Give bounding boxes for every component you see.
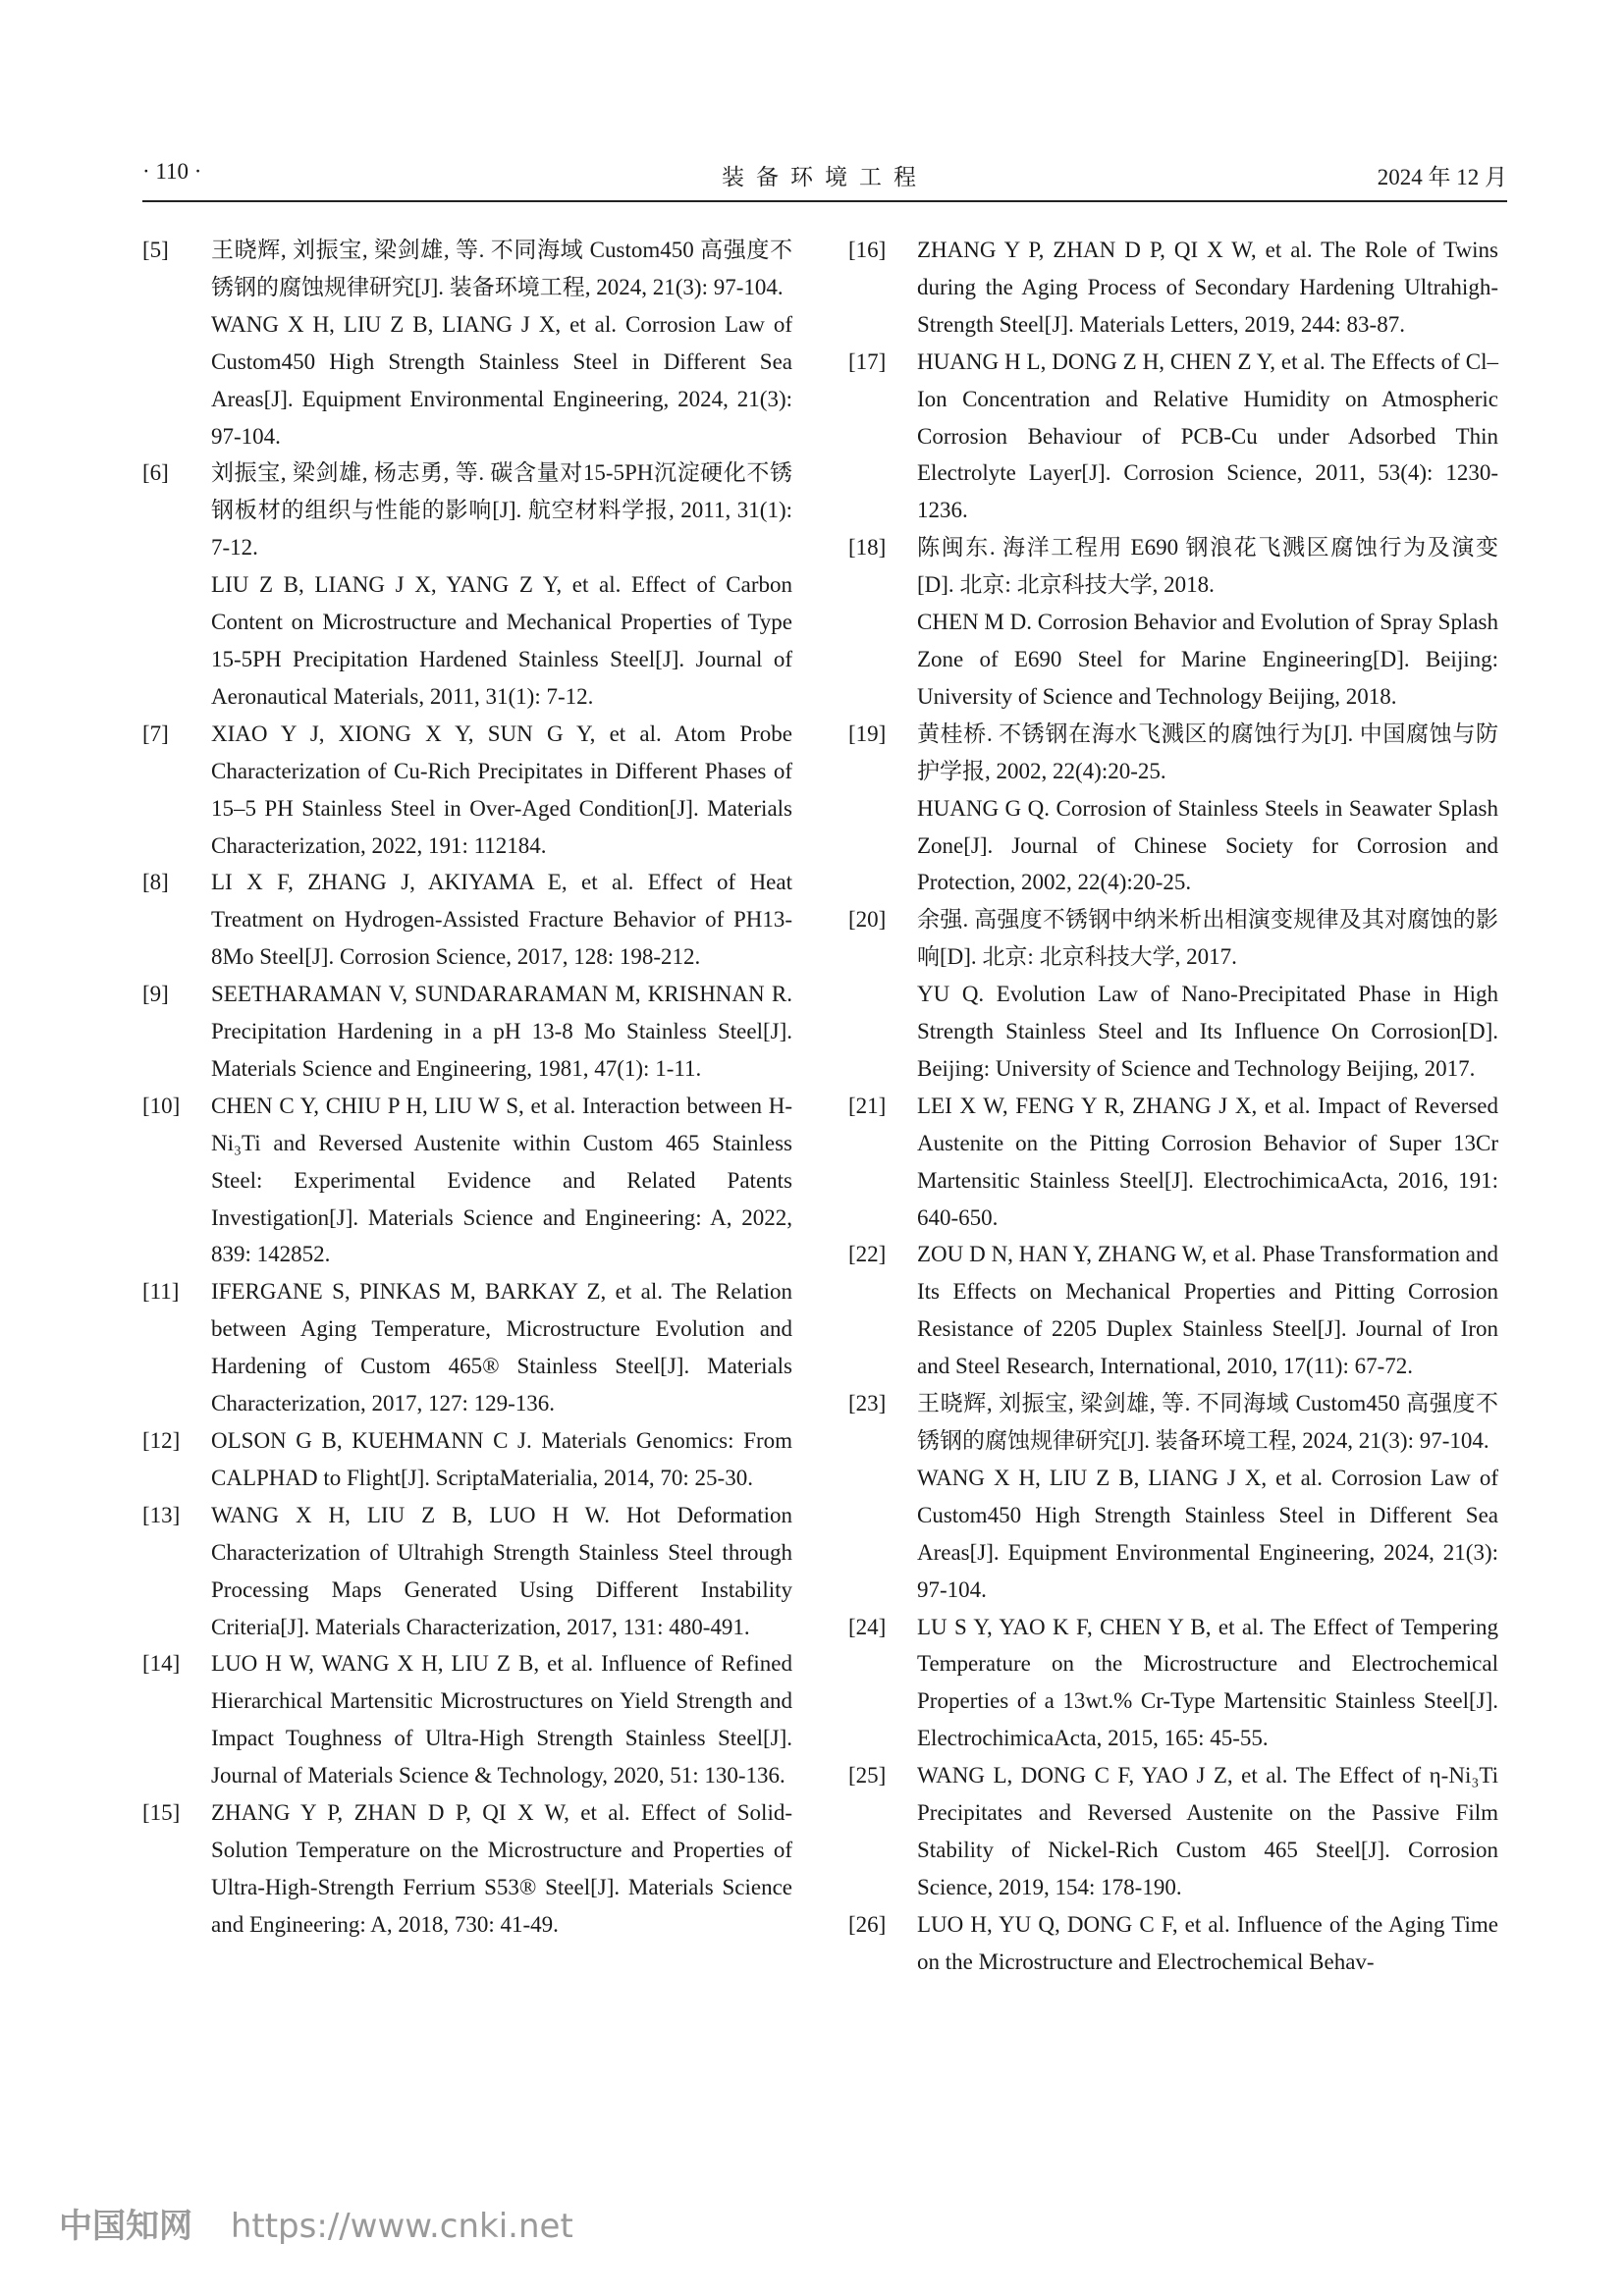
reference-text: LU S Y, YAO K F, CHEN Y B, et al. The Effect of Tempering Temperature on the Microstructure and Electrochemical Properties of a 13wt.% Cr-Type Martensitic Stainless Steel[J]. ElectrochimicaActa, 2015, 165: 45-55.	[917, 1614, 1498, 1751]
reference-text: 刘振宝, 梁剑雄, 杨志勇, 等. 碳含量对15-5PH沉淀硬化不锈钢板材的组织与性能的影响[J]. 航空材料学报, 2011, 31(1): 7-12.	[211, 460, 792, 561]
reference-entry	[848, 1609, 1498, 1758]
reference-number: [8]	[142, 870, 169, 895]
reference-entry	[848, 232, 1498, 344]
reference-text: WANG X H, LIU Z B, LIANG J X, et al. Corrosion Law of Custom450 High Strength Stainless Steel in Different Sea Areas[J]. Equipment Environmental Engineering, 2024, 21(3): 97-104.	[211, 311, 792, 449]
reference-text: XIAO Y J, XIONG X Y, SUN G Y, et al. Atom Probe Characterization of Cu-Rich Precipitates in Different Phases of 15–5 PH Stainless Steel in Over-Aged Condition[J]. Materials Characterization, 2022, 191: 112184.	[211, 721, 792, 858]
reference-text: HUANG G Q. Corrosion of Stainless Steels in Seawater Splash Zone[J]. Journal of Chinese Society for Corrosion and Protection, 2002, 22(4):20-25.	[917, 795, 1498, 895]
reference-text: 黄桂桥. 不锈钢在海水飞溅区的腐蚀行为[J]. 中国腐蚀与防护学报, 2002, 22(4):20-25.	[917, 721, 1498, 783]
reference-entry	[142, 454, 792, 715]
cnki-logo-text: 中国知网	[59, 2207, 192, 2246]
reference-number: [22]	[848, 1242, 887, 1267]
reference-entry	[848, 1088, 1498, 1237]
reference-number: [26]	[848, 1911, 887, 1937]
reference-text: ZHANG Y P, ZHAN D P, QI X W, et al. Effect of Solid-Solution Temperature on the Microstructure and Properties of Ultra-High-Strength Ferrium S53® Steel[J]. Materials Science and Engineering: A, 2018, 730: 41-49.	[211, 1800, 792, 1937]
reference-entry	[142, 1088, 792, 1274]
reference-number: [14]	[142, 1651, 181, 1677]
reference-text: SEETHARAMAN V, SUNDARARAMAN M, KRISHNAN R. Precipitation Hardening in a pH 13-8 Mo Stainless Steel[J]. Materials Science and Engineering, 1981, 47(1): 1-11.	[211, 982, 792, 1081]
running-header	[142, 159, 1507, 198]
reference-entry	[848, 1906, 1498, 1981]
reference-number: [10]	[142, 1093, 181, 1118]
reference-text: LUO H W, WANG X H, LIU Z B, et al. Influence of Refined Hierarchical Martensitic Microstructures on Yield Strength and Impact Toughness of Ultra-High Strength Stainless Steel[J]. Journal of Materials Science & Technology, 2020, 51: 130-136.	[211, 1651, 792, 1789]
reference-number: [5]	[142, 238, 169, 262]
reference-entry	[142, 1794, 792, 1944]
reference-entry	[142, 232, 792, 454]
reference-number: [9]	[142, 982, 169, 1007]
reference-number: [11]	[142, 1279, 180, 1305]
reference-text: CHEN M D. Corrosion Behavior and Evolution of Spray Splash Zone of E690 Steel for Marine Engineering[D]. Beijing: University of Science and Technology Beijing, 2018.	[917, 610, 1498, 709]
reference-text: YU Q. Evolution Law of Nano-Precipitated Phase in High Strength Stainless Steel and Its Influence On Corrosion[D]. Beijing: University of Science and Technology Beijing, 2017.	[917, 982, 1498, 1081]
header-rule	[142, 200, 1507, 202]
page-number: · 110 ·	[142, 159, 202, 184]
reference-number: [17]	[848, 348, 887, 374]
reference-entry	[142, 716, 792, 865]
reference-text: 陈闽东. 海洋工程用 E690 钢浪花飞溅区腐蚀行为及演变[D]. 北京: 北京科技大学, 2018.	[917, 535, 1498, 598]
reference-entry	[848, 901, 1498, 1088]
watermark	[59, 2199, 573, 2247]
reference-number: [13]	[142, 1502, 181, 1527]
reference-number: [16]	[848, 238, 887, 262]
reference-text: WANG X H, LIU Z B, LUO H W. Hot Deformation Characterization of Ultrahigh Strength Stainless Steel through Processing Maps Generated Using Different Instability Criteria[J]. Materials Characterization, 2017, 131: 480-491.	[211, 1502, 792, 1639]
reference-number: [23]	[848, 1391, 887, 1416]
reference-entry	[848, 1757, 1498, 1906]
reference-column-left	[142, 232, 792, 1944]
reference-text: LIU Z B, LIANG J X, YANG Z Y, et al. Effect of Carbon Content on Microstructure and Mechanical Properties of Type 15-5PH Precipitation Hardened Stainless Steel[J]. Journal of Aeronautical Materials, 2011, 31(1): 7-12.	[211, 572, 792, 709]
reference-entry	[848, 1385, 1498, 1608]
reference-number: [7]	[142, 721, 169, 746]
reference-number: [24]	[848, 1614, 887, 1639]
reference-entry	[848, 1236, 1498, 1385]
reference-column-right	[848, 232, 1498, 1981]
reference-text: LI X F, ZHANG J, AKIYAMA E, et al. Effect of Heat Treatment on Hydrogen-Assisted Fracture Behavior of PH13-8Mo Steel[J]. Corrosion Science, 2017, 128: 198-212.	[211, 870, 792, 970]
reference-entry	[142, 1422, 792, 1497]
reference-entry	[848, 529, 1498, 716]
reference-text: CHEN C Y, CHIU P H, LIU W S, et al. Interaction between H-Ni₃Ti and Reversed Austenite within Custom 465 Stainless Steel: Experimental Evidence and Related Patents Investigation[J]. Materials Science and Engineering: A, 2022, 839: 142852.	[211, 1093, 792, 1267]
reference-entry	[142, 1497, 792, 1646]
reference-entry	[848, 716, 1498, 902]
reference-number: [21]	[848, 1093, 887, 1118]
reference-text: IFERGANE S, PINKAS M, BARKAY Z, et al. The Relation between Aging Temperature, Microstructure Evolution and Hardening of Custom 465® Stainless Steel[J]. Materials Characterization, 2017, 127: 129-136.	[211, 1279, 792, 1416]
cnki-url: https://www.cnki.net	[230, 2207, 573, 2246]
reference-text: 王晓辉, 刘振宝, 梁剑雄, 等. 不同海域 Custom450 高强度不锈钢的腐蚀规律研究[J]. 装备环境工程, 2024, 21(3): 97-104.	[211, 238, 792, 299]
reference-text: WANG X H, LIU Z B, LIANG J X, et al. Corrosion Law of Custom450 High Strength Stainless Steel in Different Sea Areas[J]. Equipment Environmental Engineering, 2024, 21(3): 97-104.	[917, 1465, 1498, 1602]
issue-date: 2024 年 12 月	[1377, 165, 1507, 189]
reference-text: HUANG H L, DONG Z H, CHEN Z Y, et al. The Effects of Cl– Ion Concentration and Relative Humidity on Atmospheric Corrosion Behaviour of PCB-Cu under Adsorbed Thin Electrolyte Layer[J]. Corrosion Science, 2011, 53(4): 1230-1236.	[917, 348, 1498, 523]
reference-text: LEI X W, FENG Y R, ZHANG J X, et al. Impact of Reversed Austenite on the Pitting Corrosion Behavior of Super 13Cr Martensitic Stainless Steel[J]. ElectrochimicaActa, 2016, 191: 640-650.	[917, 1093, 1498, 1230]
reference-number: [18]	[848, 535, 887, 561]
reference-number: [12]	[142, 1428, 181, 1453]
reference-text: LUO H, YU Q, DONG C F, et al. Influence of the Aging Time on the Microstructure and Electrochemical Behav-	[917, 1911, 1498, 1974]
reference-text: 王晓辉, 刘振宝, 梁剑雄, 等. 不同海域 Custom450 高强度不锈钢的腐蚀规律研究[J]. 装备环境工程, 2024, 21(3): 97-104.	[917, 1391, 1498, 1453]
reference-text: ZHANG Y P, ZHAN D P, QI X W, et al. The Role of Twins during the Aging Process of Secondary Hardening Ultrahigh-Strength Steel[J]. Materials Letters, 2019, 244: 83-87.	[917, 238, 1498, 337]
reference-text: 余强. 高强度不锈钢中纳米析出相演变规律及其对腐蚀的影响[D]. 北京: 北京科技大学, 2017.	[917, 907, 1498, 970]
reference-entry	[142, 864, 792, 976]
reference-number: [19]	[848, 721, 887, 746]
reference-text: ZOU D N, HAN Y, ZHANG W, et al. Phase Transformation and Its Effects on Mechanical Properties and Pitting Corrosion Resistance of 2205 Duplex Stainless Steel[J]. Journal of Iron and Steel Research, International, 2010, 17(11): 67-72.	[917, 1242, 1498, 1379]
reference-number: [25]	[848, 1763, 887, 1789]
reference-text: OLSON G B, KUEHMANN C J. Materials Genomics: From CALPHAD to Flight[J]. ScriptaMaterialia, 2014, 70: 25-30.	[211, 1428, 792, 1490]
reference-entry	[142, 976, 792, 1088]
reference-text: WANG L, DONG C F, YAO J Z, et al. The Effect of η-Ni₃Ti Precipitates and Reversed Austenite on the Passive Film Stability of Nickel-Rich Custom 465 Steel[J]. Corrosion Science, 2019, 154: 178-190.	[917, 1763, 1498, 1899]
reference-number: [6]	[142, 460, 169, 486]
reference-entry	[142, 1645, 792, 1794]
reference-number: [20]	[848, 907, 887, 933]
reference-entry	[142, 1273, 792, 1422]
journal-title: 装备环境工程	[722, 165, 928, 189]
reference-number: [15]	[142, 1800, 181, 1826]
reference-entry	[848, 344, 1498, 530]
